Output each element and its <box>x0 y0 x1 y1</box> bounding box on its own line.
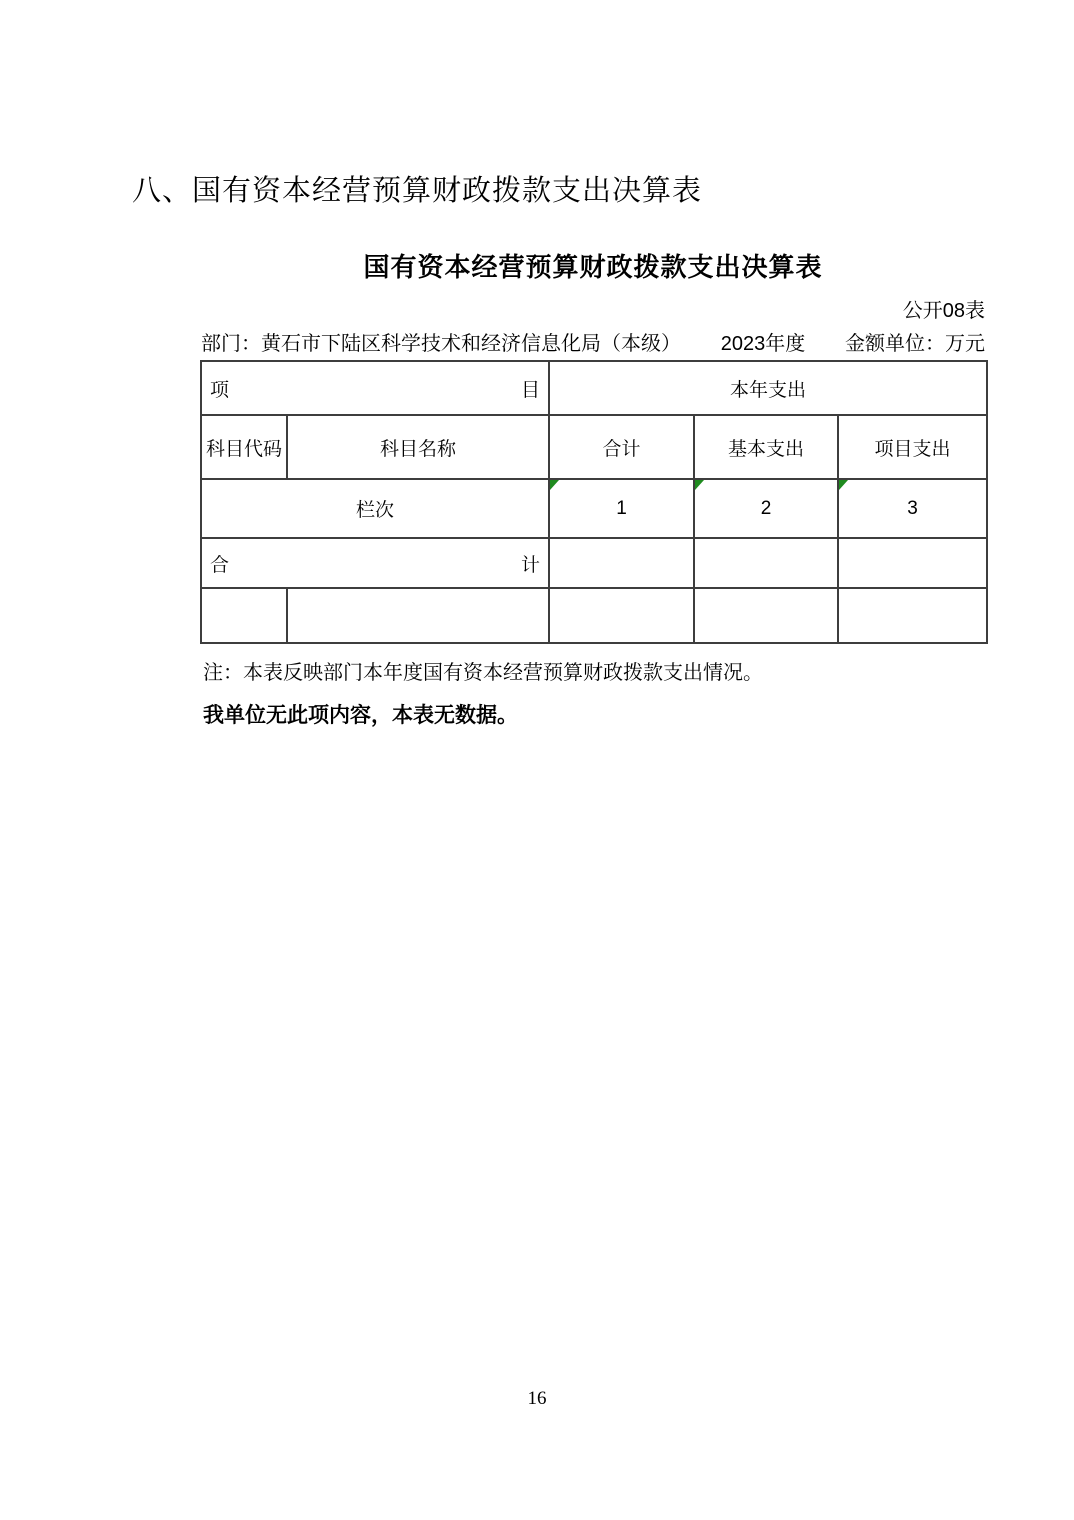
header-subject-name: 科目名称 <box>287 415 549 479</box>
amount-unit-label: 金额单位：万元 <box>845 333 985 355</box>
fiscal-year-label: 2023年度 <box>720 333 806 355</box>
column-index-label-cell: 栏次 <box>201 479 549 538</box>
comment-triangle-icon <box>550 480 559 490</box>
total-row-total-value <box>549 538 694 588</box>
table-title: 国有资本经营预算财政拨款支出决算表 <box>363 252 823 282</box>
table-row <box>201 479 987 538</box>
empty-basic-cell <box>694 588 838 643</box>
form-code-label: 公开08表 <box>902 300 985 322</box>
table-meta-row <box>201 327 985 356</box>
header-item-cell <box>201 361 549 415</box>
total-row-label-cell <box>201 538 549 588</box>
total-row-label-right: 计 <box>520 554 540 576</box>
table-row <box>201 588 987 643</box>
department-label: 部门：黄石市下陆区科学技术和经济信息化局（本级） <box>201 333 681 355</box>
no-data-statement: 我单位无此项内容，本表无数据。 <box>203 704 518 727</box>
column-index-2-cell <box>694 479 838 538</box>
column-index-1-cell <box>549 479 694 538</box>
header-subject-code: 科目代码 <box>201 415 287 479</box>
column-index-3-cell <box>838 479 987 538</box>
empty-name-cell <box>287 588 549 643</box>
header-project-expenditure: 项目支出 <box>838 415 987 479</box>
total-row-basic-value <box>694 538 838 588</box>
table-note: 注：本表反映部门本年度国有资本经营预算财政拨款支出情况。 <box>203 662 763 684</box>
column-index-1: 1 <box>616 497 627 519</box>
comment-triangle-icon <box>695 480 704 490</box>
table-row <box>201 415 987 479</box>
header-current-year-expenditure: 本年支出 <box>549 361 987 415</box>
section-heading: 八、国有资本经营预算财政拨款支出决算表 <box>132 175 703 207</box>
column-index-3: 3 <box>907 497 918 519</box>
total-row-label-left: 合 <box>210 554 230 576</box>
empty-total-cell <box>549 588 694 643</box>
table-row <box>201 361 987 415</box>
total-row-project-value <box>838 538 987 588</box>
empty-project-cell <box>838 588 987 643</box>
column-index-2: 2 <box>760 497 772 519</box>
empty-code-cell <box>201 588 287 643</box>
table-row <box>201 538 987 588</box>
expenditure-table <box>200 360 988 644</box>
header-item-left: 项 <box>210 379 230 401</box>
header-total: 合计 <box>549 415 694 479</box>
comment-triangle-icon <box>839 480 848 490</box>
header-item-right: 目 <box>520 379 540 401</box>
page-number: 16 <box>527 1388 547 1409</box>
header-basic-expenditure: 基本支出 <box>694 415 838 479</box>
